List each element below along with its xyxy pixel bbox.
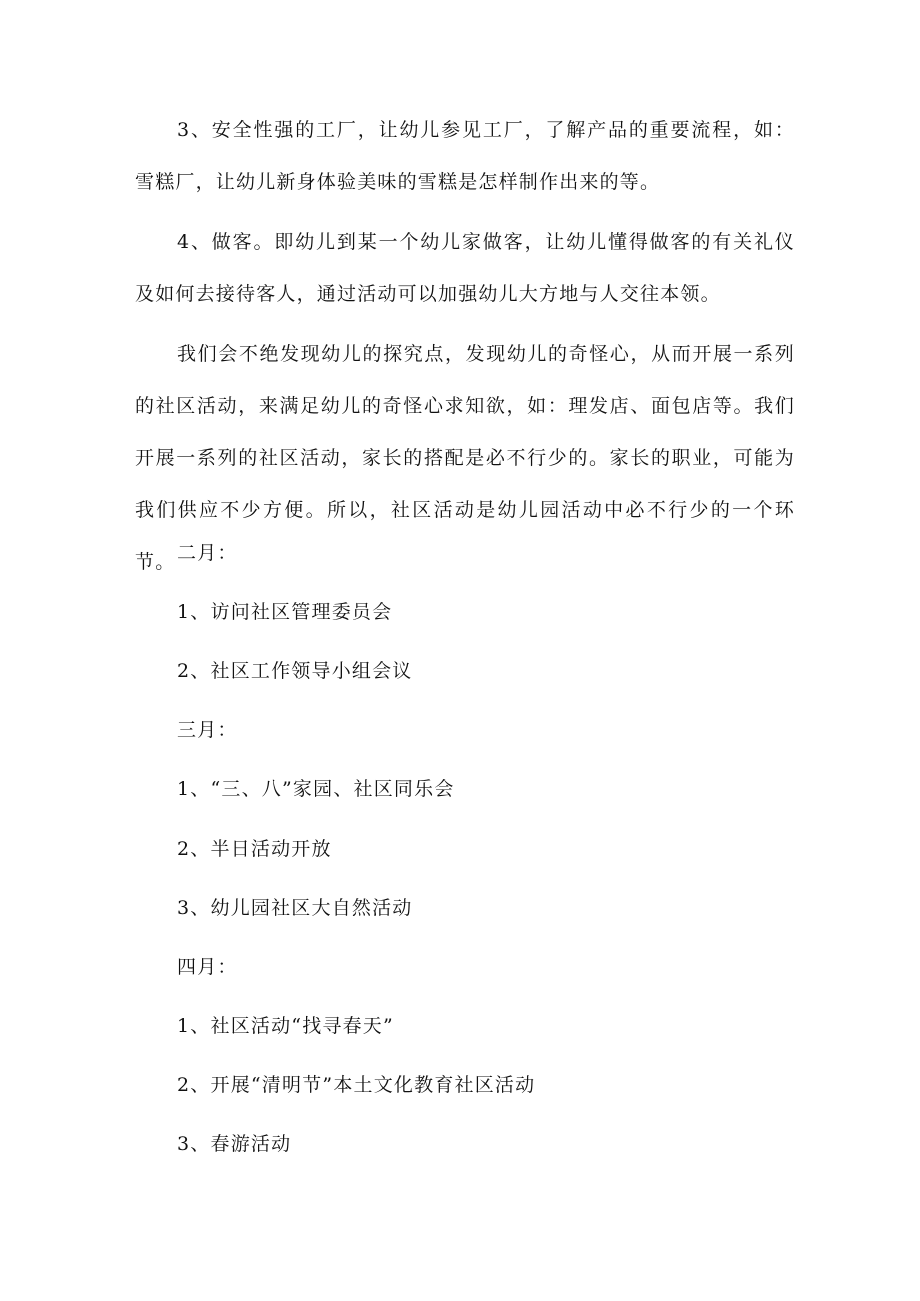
list-item: 1、社区活动“找寻春天”: [177, 1015, 394, 1037]
list-item: 2、社区工作领导小组会议: [177, 660, 413, 682]
list-item: 1、“三、八”家园、社区同乐会: [177, 778, 455, 800]
list-item: 3、春游活动: [177, 1133, 292, 1155]
month-heading-april: 四月：: [177, 956, 238, 978]
paragraph-visiting-guest: 4、做客。即幼儿到某一个幼儿家做客，让幼儿懂得做客的有关礼仪及如何去接待客人，通过活动可以加强幼儿大方地与人交往本领。: [135, 231, 795, 305]
list-item: 1、访问社区管理委员会: [177, 601, 393, 623]
list-item: 2、开展“清明节”本土文化教育社区活动: [177, 1074, 536, 1096]
month-heading-march: 三月：: [177, 719, 238, 741]
month-heading-february: 二月：: [177, 542, 238, 564]
list-item: 2、半日活动开放: [177, 838, 332, 860]
paragraph-factory-visit: 3、安全性强的工厂，让幼儿参见工厂，了解产品的重要流程，如：雪糕厂，让幼儿新身体验美味的雪糕是怎样制作出来的等。: [135, 119, 795, 193]
paragraph-community-activities: 我们会不绝发现幼儿的探究点，发现幼儿的奇怪心，从而开展一系列的社区活动，来满足幼儿的奇怪心求知欲，如：理发店、面包店等。我们开展一系列的社区活动，家长的搭配是必不行少的。家长的职业，可能为我们供应不少方便。所以，社区活动是幼儿园活动中必不行少的一个环节。: [135, 343, 795, 573]
list-item: 3、幼儿园社区大自然活动: [177, 897, 413, 919]
